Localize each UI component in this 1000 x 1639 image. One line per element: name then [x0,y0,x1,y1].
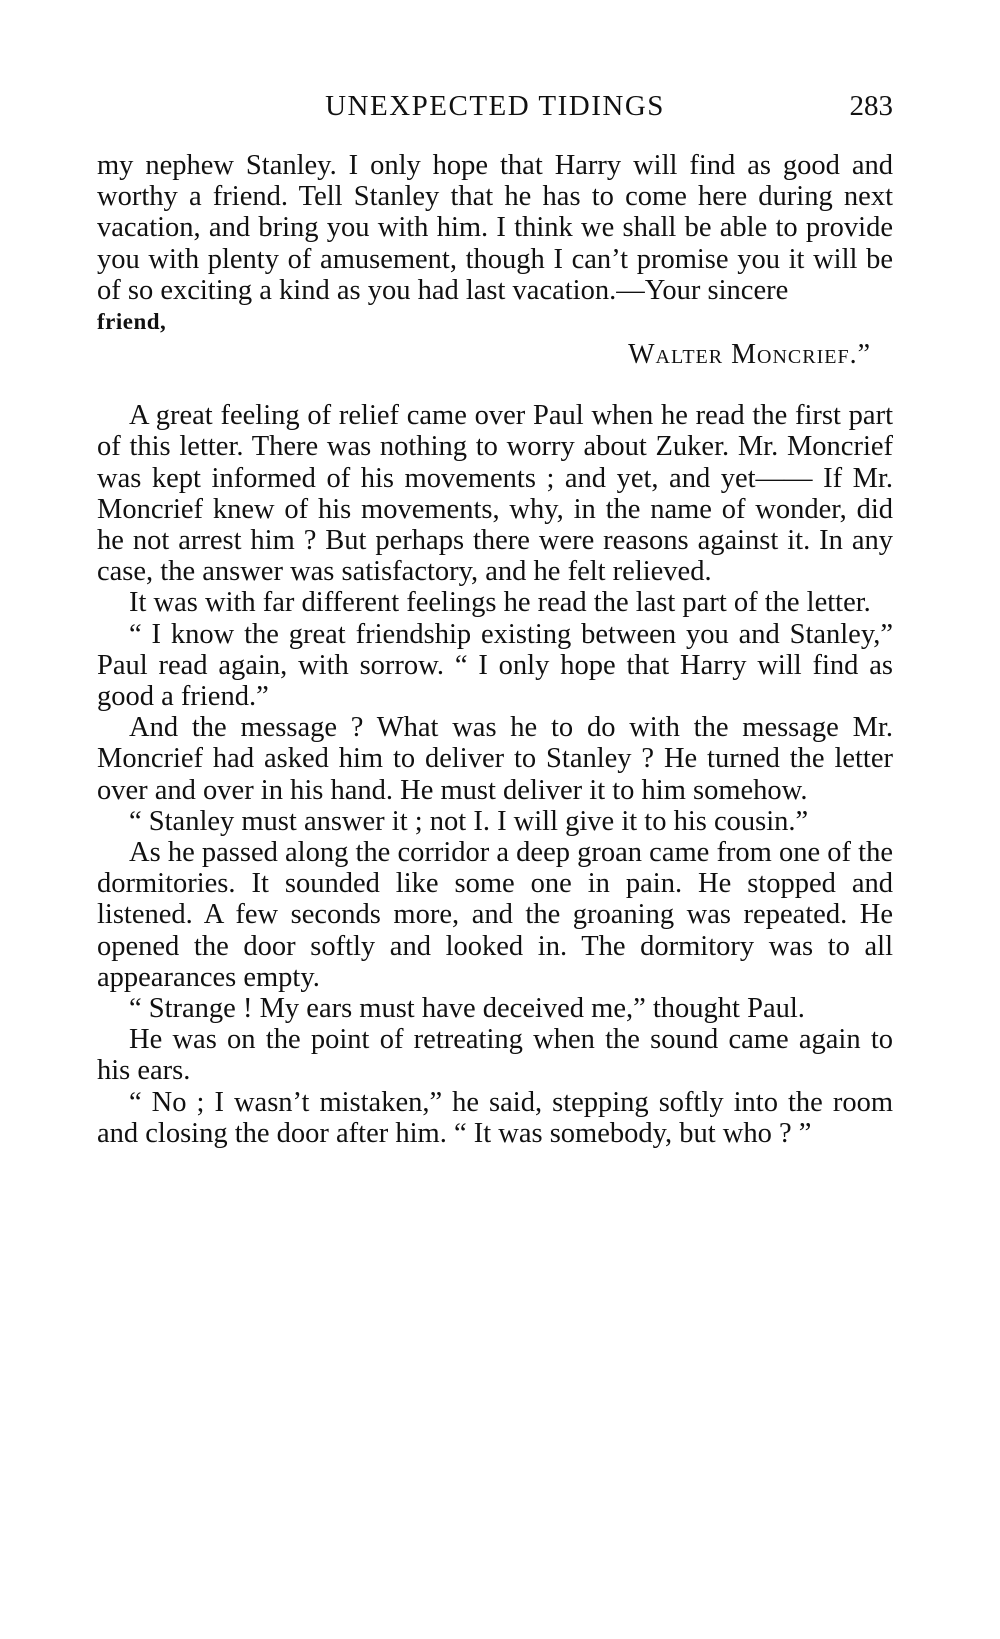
paragraph: A great feeling of relief came over Paul when he read the first part of this letter. There was nothing to worry about Zuker. Mr. Moncrief was kept informed of his movements ; and yet, and yet—— If Mr. Moncrief knew of his movements, why, in the name of wonder, did he not arrest him ? But perhaps there were reasons against it. In any case, the answer was satisfactory, and he felt relieved. [97,400,893,588]
running-head: UNEXPECTED TIDINGS [325,90,665,122]
paragraph: And the message ? What was he to do with the message Mr. Moncrief had asked him to deliver to Stanley ? He turned the letter over and over in his hand. He must deliver it to him somehow. [97,712,893,806]
letter-signature: Walter Moncrief.” [628,339,871,371]
paragraph: “ I know the great friendship existing between you and Stanley,” Paul read again, with sorrow. “ I only hope that Harry will find as good a friend.” [97,618,893,713]
paragraph: “ Strange ! My ears must have deceived me,” thought Paul. [129,993,805,1025]
paragraph: He was on the point of retreating when the sound came again to his ears. [97,1024,893,1087]
page-header [97,90,893,130]
paragraph: “ No ; I wasn’t mistaken,” he said, stepping softly into the room and closing the door after him. “ It was somebody, but who ? ” [97,1086,893,1149]
letter-closing: friend, [97,309,167,335]
body-text [97,150,893,1149]
paragraph: It was with far different feelings he read the last part of the letter. [129,587,871,619]
letter-continuation: my nephew Stanley. I only hope that Harry will find as good and worthy a friend. Tell Stanley that he has to come here during next vacation, and bring you with him. I think we shall be able to provide you with plenty of amusement, though I can’t promise you it will be of so exciting a kind as you had last vacation.—Your sincere [97,150,893,306]
paragraph: As he passed along the corridor a deep groan came from one of the dormitories. It sounded like some one in pain. He stopped and listened. A few seconds more, and the groaning was repeated. He opened the door softly and looked in. The dormitory was to all appearances empty. [97,837,893,993]
page-number: 283 [849,90,893,122]
paragraph: “ Stanley must answer it ; not I. I will give it to his cousin.” [129,805,809,837]
section-gap [97,370,893,400]
